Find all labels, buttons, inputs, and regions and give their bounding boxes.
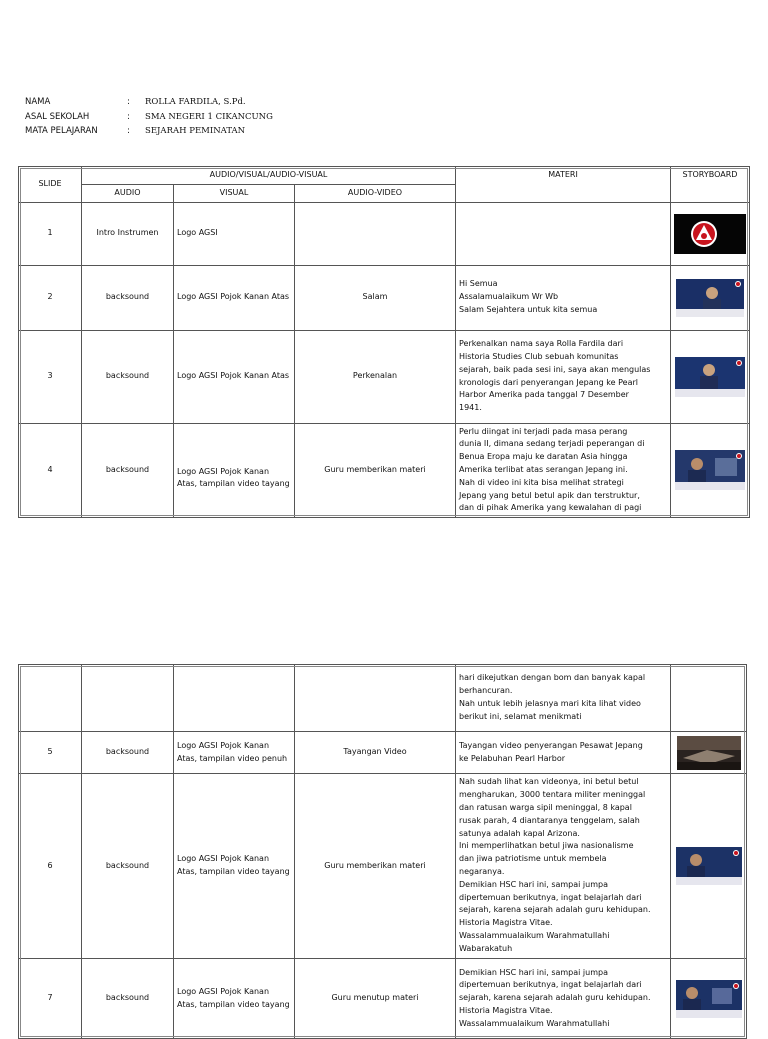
sekolah-label: ASAL SEKOLAH <box>25 111 90 122</box>
materi-cell <box>456 732 671 774</box>
materi-line: Ini memperlihatkan betul jiwa nasionalisme <box>459 841 634 851</box>
materi-line: Nah untuk lebih jelasnya mari kita lihat video <box>459 699 641 708</box>
audio-cell: backsound <box>82 265 174 330</box>
visual-cell <box>174 665 295 732</box>
storyboard-cell <box>671 330 750 423</box>
audio-video-cell: Guru menutup materi <box>295 959 456 1039</box>
header-materi: MATERI <box>456 167 671 203</box>
visual-cell: Logo AGSI Pojok Kanan Atas, tampilan video tayang <box>174 423 295 518</box>
materi-line: dunia II, dimana sedang terjadi peperangan di <box>459 439 645 449</box>
materi-cell <box>456 665 671 732</box>
audio-cell: backsound <box>82 732 174 774</box>
slide-number: 7 <box>19 959 82 1039</box>
materi-line: dipertemuan berikutnya, ingat belajarlah dari <box>459 980 642 990</box>
slide-number: 4 <box>19 423 82 518</box>
slide-number: 6 <box>19 774 82 959</box>
audio-cell: Intro Instrumen <box>82 202 174 265</box>
materi-line: sejarah, baik pada sesi ini, saya akan mengulas <box>459 364 651 374</box>
colon: : <box>127 111 130 122</box>
storyboard-cell <box>671 202 750 265</box>
materi-line: berhancuran. <box>459 686 513 696</box>
mapel-label: MATA PELAJARAN <box>25 126 98 136</box>
materi-line: Hi Semua <box>459 279 498 289</box>
materi-cell <box>456 330 671 423</box>
storyboard-cell <box>671 732 747 774</box>
materi-line: dan di pihak Amerika yang kewalahan di pagi <box>459 503 642 513</box>
materi-cell <box>456 774 671 959</box>
materi-line: Jepang yang betul betul apik dan terstruktur, <box>459 490 640 500</box>
header-storyboard: STORYBOARD <box>671 167 750 203</box>
header-audio-video: AUDIO-VIDEO <box>295 184 456 202</box>
audio-video-cell: Perkenalan <box>295 330 456 423</box>
mapel-row <box>25 124 273 139</box>
materi-line: sejarah, karena sejarah adalah guru kehidupan. <box>459 993 651 1003</box>
storyboard-cell <box>671 423 750 518</box>
nama-value: ROLLA FARDILA, S.Pd. <box>145 97 246 107</box>
table-row <box>19 732 747 774</box>
materi-line: Historia Studies Club sebuah komunitas <box>459 352 619 361</box>
audio-cell: backsound <box>82 959 174 1039</box>
table-row <box>19 774 747 959</box>
audio-video-cell: Salam <box>295 265 456 330</box>
video-thumbnail <box>676 279 744 317</box>
slide-number: 2 <box>19 265 82 330</box>
materi-line: dan ratusan warga sipil meninggal, 8 kapal <box>459 803 632 813</box>
visual-cell: Logo AGSI Pojok Kanan Atas <box>174 265 295 330</box>
nama-label: NAMA <box>25 97 51 107</box>
visual-cell: Logo AGSI Pojok Kanan Atas, tampilan video tayang <box>174 959 295 1039</box>
materi-line: Wassalammualaikum Warahmatullahi <box>459 1018 610 1028</box>
sekolah-value: SMA NEGERI 1 CIKANCUNG <box>145 111 273 122</box>
materi-line: Wassalammualaikum Warahmatullahi <box>459 930 610 940</box>
materi-line: dan jiwa patriotisme untuk membela <box>459 854 607 864</box>
audio-cell: backsound <box>82 423 174 518</box>
identity-block <box>25 95 273 139</box>
table-row <box>19 665 747 732</box>
header-slide: SLIDE <box>19 167 82 203</box>
mapel-value: SEJARAH PEMINATAN <box>145 126 246 136</box>
storyboard-cell <box>671 959 747 1039</box>
table-row <box>19 265 750 330</box>
audio-video-cell <box>295 665 456 732</box>
materi-cell <box>456 202 671 265</box>
materi-line: Tayangan video penyerangan Pesawat Jepang <box>459 740 643 750</box>
audio-video-cell: Tayangan Video <box>295 732 456 774</box>
materi-line: rusak parah, 4 diantaranya tenggelam, salah <box>459 815 640 825</box>
table-row <box>19 959 747 1039</box>
materi-line: Demikian HSC hari ini, sampai jumpa <box>459 967 608 977</box>
colon: : <box>127 97 130 107</box>
header-audio: AUDIO <box>82 184 174 202</box>
materi-line: sejarah, karena sejarah adalah guru kehidupan. <box>459 905 651 915</box>
materi-line: Wabarakatuh <box>459 943 513 953</box>
materi-line: Amerika terlibat atas serangan Jepang ini. <box>459 464 628 474</box>
materi-line: mengharukan, 3000 tentara militer meninggal <box>459 790 646 800</box>
slide-number: 3 <box>19 330 82 423</box>
materi-line: berikut ini, selamat menikmati <box>459 711 582 721</box>
storyboard-cell <box>671 774 747 959</box>
slide-number: 1 <box>19 202 82 265</box>
materi-line: Historia Magistra Vitae. <box>459 918 553 928</box>
logo-thumbnail <box>674 214 746 254</box>
materi-line: Perkenalkan nama saya Rolla Fardila dari <box>459 339 624 349</box>
slide-number <box>19 665 82 732</box>
audio-cell <box>82 665 174 732</box>
materi-line: negaranya. <box>459 867 505 876</box>
header-visual: VISUAL <box>174 184 295 202</box>
materi-cell <box>456 265 671 330</box>
storyboard-table-page2 <box>18 664 747 1039</box>
materi-line: satunya adalah kapal Arizona. <box>459 828 580 838</box>
audio-video-cell: Guru memberikan materi <box>295 423 456 518</box>
materi-line: Salam Sejahtera untuk kita semua <box>459 304 598 314</box>
materi-line: kronologis dari penyerangan Jepang ke Pearl <box>459 377 638 387</box>
video-thumbnail <box>675 357 745 397</box>
nama-row <box>25 95 273 110</box>
storyboard-cell <box>671 265 750 330</box>
materi-line: Nah sudah lihat kan videonya, ini betul betul <box>459 777 639 787</box>
materi-line: 1941. <box>459 403 482 413</box>
storyboard-cell <box>671 665 747 732</box>
materi-line: Historia Magistra Vitae. <box>459 1005 553 1015</box>
storyboard-table-page1 <box>18 166 750 518</box>
materi-cell <box>456 423 671 518</box>
table-row <box>19 330 750 423</box>
audio-video-cell <box>295 202 456 265</box>
audio-cell: backsound <box>82 774 174 959</box>
materi-line: ke Pelabuhan Pearl Harbor <box>459 753 566 763</box>
video-thumbnail <box>675 450 745 490</box>
materi-line: Assalamualaikum Wr Wb <box>459 292 559 302</box>
visual-cell: Logo AGSI Pojok Kanan Atas, tampilan video tayang <box>174 774 295 959</box>
materi-line: Harbor Amerika pada tanggal 7 Desember <box>459 390 629 400</box>
materi-line: Benua Eropa maju ke daratan Asia hingga <box>459 452 628 462</box>
visual-cell: Logo AGSI Pojok Kanan Atas, tampilan video penuh <box>174 732 295 774</box>
table-row <box>19 423 750 518</box>
audio-cell: backsound <box>82 330 174 423</box>
video-thumbnail <box>676 847 742 885</box>
colon: : <box>127 126 130 136</box>
materi-line: Demikian HSC hari ini, sampai jumpa <box>459 879 608 889</box>
video-thumbnail <box>676 980 742 1018</box>
visual-cell: Logo AGSI Pojok Kanan Atas <box>174 330 295 423</box>
materi-line: hari dikejutkan dengan bom dan banyak kapal <box>459 673 646 683</box>
slide-number: 5 <box>19 732 82 774</box>
materi-line: Perlu diingat ini terjadi pada masa perang <box>459 426 628 436</box>
audio-video-cell: Guru memberikan materi <box>295 774 456 959</box>
materi-line: dipertemuan berikutnya, ingat belajarlah dari <box>459 892 642 902</box>
materi-cell <box>456 959 671 1039</box>
materi-line: Nah di video ini kita bisa melihat strategi <box>459 477 624 487</box>
table-row <box>19 202 750 265</box>
header-group: AUDIO/VISUAL/AUDIO-VISUAL <box>82 167 456 185</box>
video-thumbnail <box>677 736 741 770</box>
visual-cell: Logo AGSI <box>174 202 295 265</box>
sekolah-row <box>25 110 273 125</box>
